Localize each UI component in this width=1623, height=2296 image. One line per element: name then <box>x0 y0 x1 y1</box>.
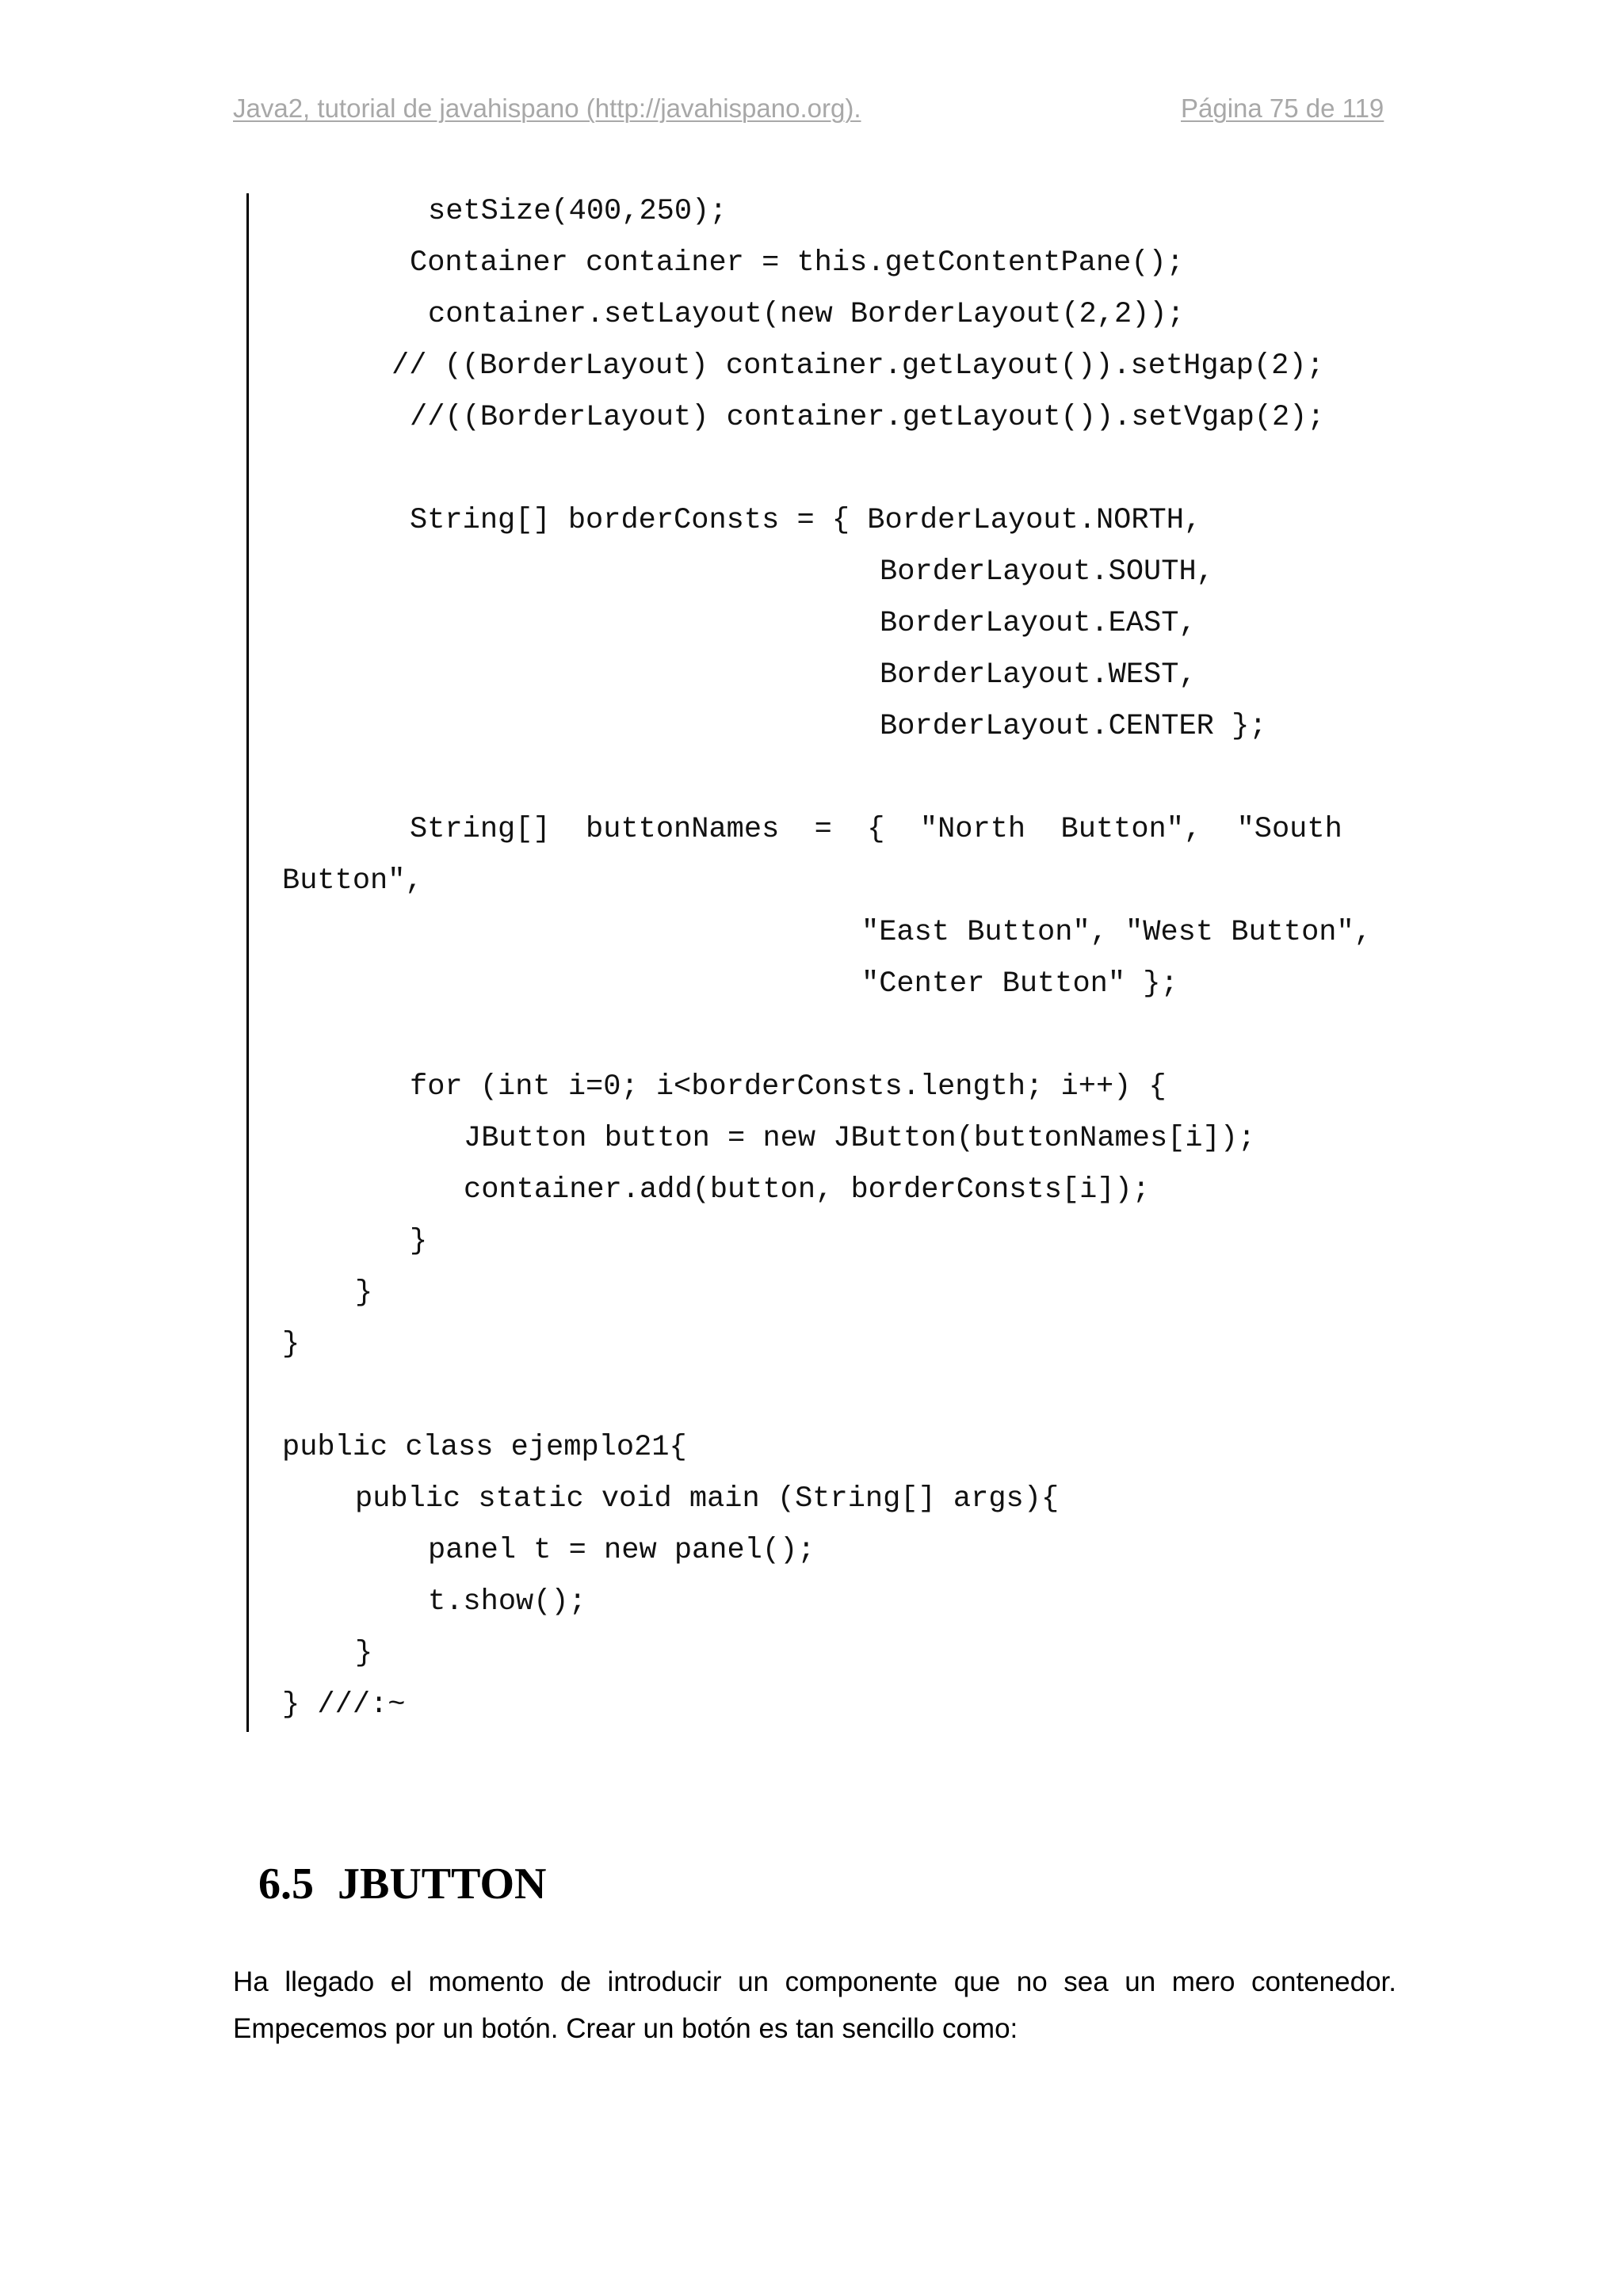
code-line: BorderLayout.EAST, <box>880 607 1197 640</box>
code-line: } <box>355 1637 373 1670</box>
code-line: } <box>355 1276 373 1310</box>
code-line: "Center Button" }; <box>861 967 1178 1001</box>
code-line: container.setLayout(new BorderLayout(2,2)); <box>428 298 1185 331</box>
code-line: BorderLayout.SOUTH, <box>880 555 1214 589</box>
code-line: public static void main (String[] args){ <box>355 1482 1060 1516</box>
code-line: } <box>410 1225 428 1258</box>
code-line: setSize(400,250); <box>428 195 727 228</box>
code-line: panel t = new panel(); <box>428 1534 815 1567</box>
code-line: t.show(); <box>428 1585 586 1619</box>
paragraph-line: Empecemos por un botón. Crear un botón es tan sencillo como: <box>233 2013 1018 2044</box>
header-document-title: Java2, tutorial de javahispano (http://javahispano.org). <box>233 93 861 123</box>
code-line: for (int i=0; i<borderConsts.length; i++) { <box>410 1070 1167 1104</box>
code-block-border <box>246 193 249 1732</box>
section-heading <box>258 1859 546 1909</box>
code-line: // ((BorderLayout) container.getLayout()).setHgap(2); <box>391 349 1324 383</box>
code-line: String[] buttonNames = { "North Button", "South <box>410 813 1342 846</box>
code-line: container.add(button, borderConsts[i]); <box>464 1173 1150 1207</box>
section-number: 6.5 <box>258 1859 314 1909</box>
code-line: } ///:~ <box>282 1688 406 1722</box>
code-line: public class ejemplo21{ <box>282 1431 687 1464</box>
code-line: "East Button", "West Button", <box>861 916 1372 949</box>
section-title: JBUTTON <box>338 1859 547 1909</box>
header-page-number: Página 75 de 119 <box>1181 93 1384 123</box>
code-line: //((BorderLayout) container.getLayout()).setVgap(2); <box>410 401 1325 434</box>
code-line: BorderLayout.WEST, <box>880 658 1197 692</box>
code-line: } <box>282 1328 300 1361</box>
paragraph-line: Ha llegado el momento de introducir un componente que no sea un mero contenedor. <box>233 1966 1396 1997</box>
code-line: BorderLayout.CENTER }; <box>880 710 1267 743</box>
code-line: JButton button = new JButton(buttonNames[i]); <box>464 1122 1256 1155</box>
code-line: Button", <box>282 864 423 898</box>
code-line: String[] borderConsts = { BorderLayout.NORTH, <box>410 504 1202 537</box>
code-line: Container container = this.getContentPane(); <box>410 246 1184 280</box>
